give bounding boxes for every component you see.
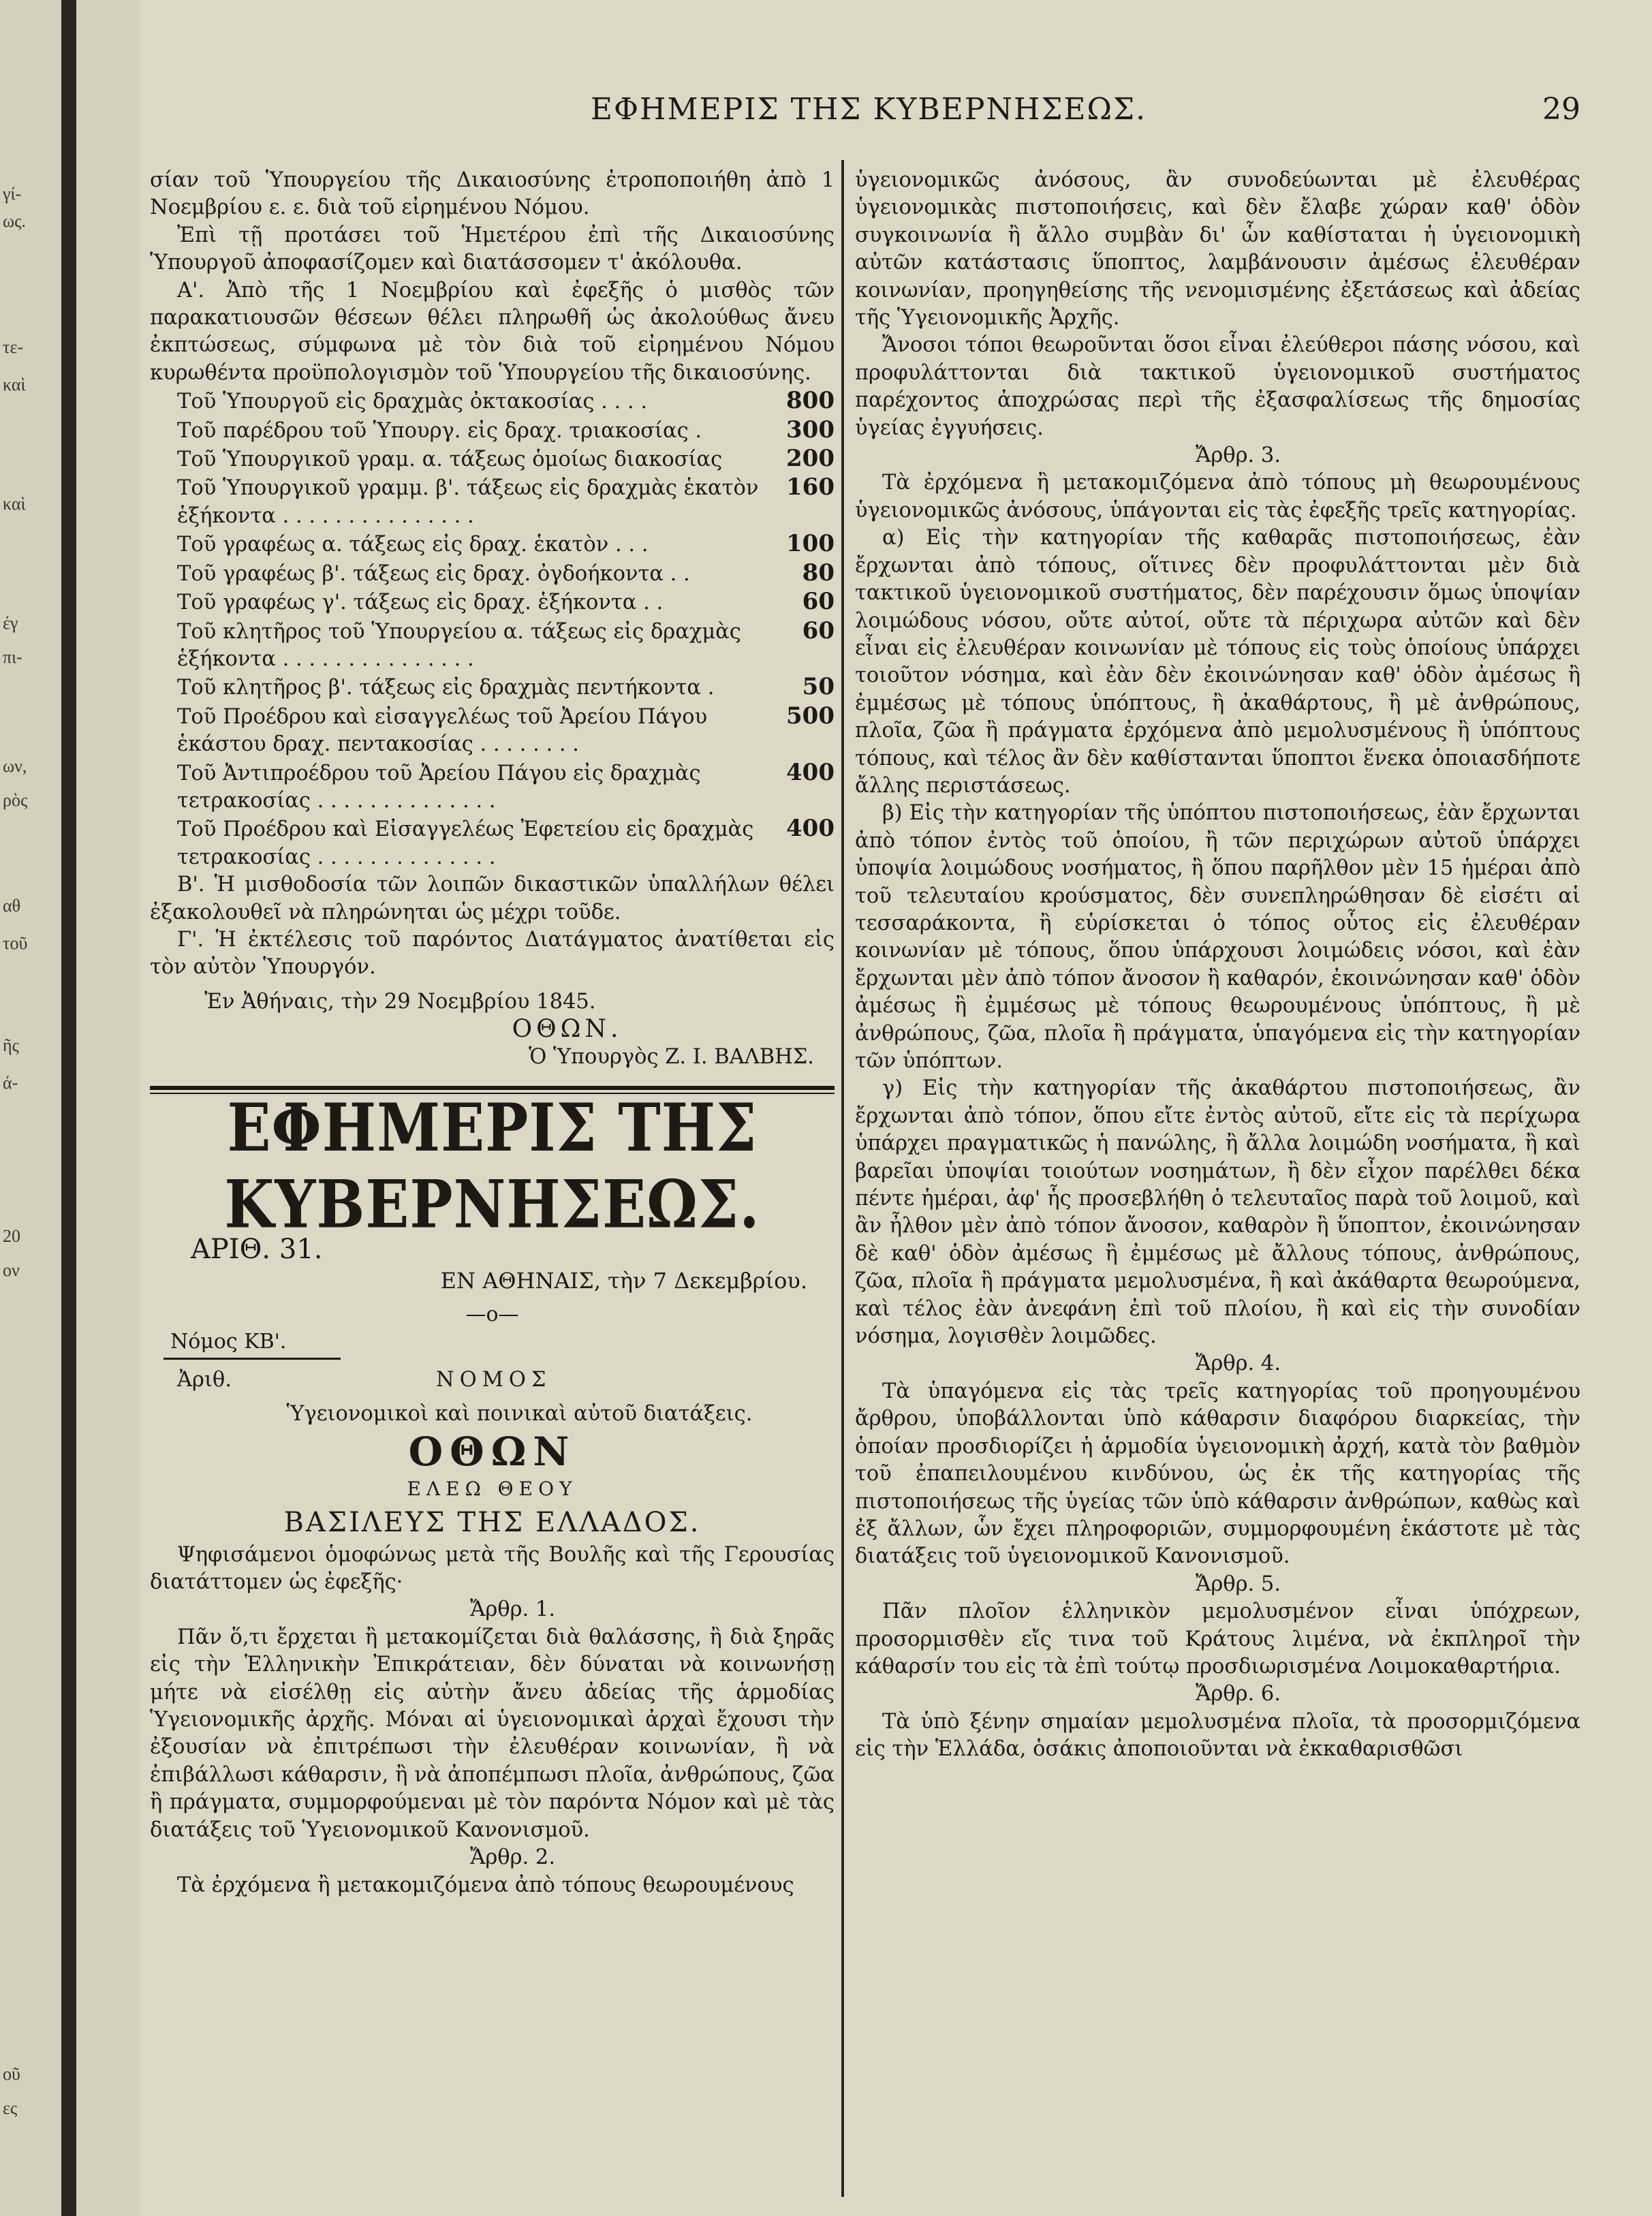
article-4-text: Τὰ ὑπαγόμενα εἰς τὰς τρεῖς κατηγορίας τοῦ προηγουμένου ἄρθρου, ὑποβάλλονται ὑπὸ κάθαρσιν διαφόρου διαρκείας, τὴν ὁποίαν προσδιορίζει ἡ ἁρμοδία ὑγειονομικὴ ἀρχή, κατὰ τὸν βαθμὸν τοῦ ἐπαπειλουμένου κινδύνου, ὡς ἐκ τῆς κατηγορίας τῆς πιστοποιήσεως τῆς ὑγείας τῶν ὑπὸ κάθαρσιν ἀνθρώπων, καθὼς καὶ ἐξ ἄλλων, ὧν ἔχει πληροφοριῶν, συμμορφουμένη ἑκάστοτε μὲ τὰς διατάξεις τοῦ ὑγειονομικοῦ Κανονισμοῦ.	[855, 1379, 1580, 1569]
salary-amount: 80	[802, 559, 835, 587]
article-5-text: Πᾶν πλοῖον ἑλληνικὸν μεμολυσμένον εἶναι ὑπόχρεων, προσορμισθὲν εἴς τινα τοῦ Κράτους λιμένα, νὰ ἐκπληροῖ τὴν κάθαρσίν του εἰς τὰ ἐπὶ τούτῳ προσδιωρισμένα Λοιμοκαθαρτήρια.	[855, 1599, 1580, 1679]
salary-label: Τοῦ γραφέως β'. τάξεως εἰς δραχ. ὀγδοήκοντα . .	[177, 561, 690, 586]
masthead: ΕΦΗΜΕΡΙΣ ΤΗΣ ΚΥΒΕΡΝΗΣΕΩΣ.	[224, 1089, 760, 1243]
decree-article-a: Α'. Ἀπὸ τῆς 1 Νοεμβρίου καὶ ἐφεξῆς ὁ μισθὸς τῶν παρακατιουσῶν θέσεων θέλει πληρωθῆ ὡς ἀκολούθως ἄνευ ἐκπτώσεως, σύμφωνα μὲ τὸν διὰ τοῦ εἰρημένου Νόμου κυρωθέντα προϋπολογισμὸν τοῦ Ὑπουργείου τῆς δικαιοσύνης.	[150, 278, 835, 385]
salary-row	[150, 588, 835, 617]
salary-amount: 60	[802, 617, 835, 644]
salary-label: Τοῦ γραφέως γ'. τάξεως εἰς δραχ. ἑξήκοντα . .	[177, 591, 664, 615]
gutter-fragment: ον	[3, 1260, 20, 1280]
column-divider	[841, 160, 844, 2197]
gutter-fragment: ρὸς	[3, 790, 28, 810]
minister-signature: Ὁ Ὑπουργὸς Ζ. Ι. ΒΑΛΒΗΣ.	[529, 1044, 814, 1069]
salary-label: Τοῦ Προέδρου καὶ εἰσαγγελέως τοῦ Ἀρείου Πάγου ἑκάστου δραχ. πεντακοσίας . . . . . . . .	[177, 704, 708, 757]
salary-label: Τοῦ Ὑπουργικοῦ γραμ. α. τάξεως ὁμοίως διακοσίας	[177, 448, 723, 472]
decree-date: Ἐν Ἀθήναις, τὴν 29 Νοεμβρίου 1845.	[204, 989, 596, 1014]
salary-row	[150, 759, 835, 815]
salary-amount: 800	[786, 387, 835, 415]
article-3-heading: Ἄρθρ. 3.	[1195, 443, 1281, 468]
salary-amount: 60	[802, 588, 835, 616]
gutter-fragment: ά-	[3, 1073, 18, 1093]
article-3-text: Τὰ ἐρχόμενα ἢ μετακομιζόμενα ἀπὸ τόπους μὴ θεωρουμένους ὑγειονομικῶς ἀνόσους, ὑπάγονται εἰς τὰς ἐφεξῆς τρεῖς κατηγορίας.	[855, 471, 1580, 522]
salary-label: Τοῦ Ὑπουργικοῦ γραμμ. β'. τάξεως εἰς δραχμὰς ἑκατὸν ἑξήκοντα . . . . . . . . . . . . . . .	[177, 476, 759, 528]
gutter-fragment: γί-	[3, 184, 22, 204]
arith-label: Ἀριθ.	[177, 1367, 232, 1392]
decree-intro: σίαν τοῦ Ὑπουργείου τῆς Δικαιοσύνης ἐτροποποιήθη ἀπὸ 1 Νοεμβρίου ε. ε. διὰ τοῦ εἰρημένου Νόμου.	[150, 168, 835, 220]
gutter-fragment: οῦ	[3, 2064, 20, 2084]
gutter-fragment: ως.	[3, 211, 26, 231]
article-2-text: Τὰ ἐρχόμενα ἢ μετακομιζόμενα ἀπὸ τόπους θεωρουμένους	[177, 1873, 794, 1897]
law-preamble: Ψηφισάμενοι ὁμοφώνως μετὰ τῆς Βουλῆς καὶ τῆς Γερουσίας διατάττομεν ὡς ἐφεξῆς·	[150, 1542, 835, 1595]
decree-article-c: Γ'. Ἡ ἐκτέλεσις τοῦ παρόντος Διατάγματος ἀνατίθεται εἰς τὸν αὐτὸν Ὑπουργόν.	[150, 927, 835, 980]
running-title: ΕΦΗΜΕΡΙΣ ΤΗΣ ΚΥΒΕΡΝΗΣΕΩΣ.	[590, 92, 1147, 127]
category-a-clean: α) Εἰς τὴν κατηγορίαν τῆς καθαρᾶς πιστοποιήσεως, ἐὰν ἔρχωνται ἀπὸ τόπους, οἵτινες δὲν προφυλάττονται μὲν διὰ τακτικοῦ ὑγειονομικοῦ συστήματος, δὲν παρέχουσιν ὅμως ὑποψίαν λοιμώδους νόσου, οὔτε αὐτοί, οὔτε τὰ πέριχωρα αὐτῶν καὶ δὲν εἶναι εἰς ἐλευθέραν κοινωνίαν μὲ τόπους εἰς τοὺς ὁποίους ὑπάρχει τοιοῦτον νόσημα, καὶ ἐὰν δὲν ἐκοινώνησαν καθ' ὁδὸν ἀμέσως ἢ ἐμμέσως μὲ τόπους ὑπόπτους, ἢ ἀκαθάρτους, ἢ μὲ ἀνθρώπους, πλοῖα, ζῶα ἢ πράγματα ἐρχόμενα ἀπὸ μεμολυσμένους ἢ ὑπόπτους τόπους, καὶ τέλος ἂν δὲν καθίστανται ὕποπτοι ἕνεκα ὁποιασδήποτε ἄλλης περιστάσεως.	[855, 526, 1580, 798]
salary-row	[150, 416, 835, 445]
article-5-heading: Ἄρθρ. 5.	[1195, 1572, 1281, 1596]
gutter-fragment: ῆς	[3, 1035, 19, 1055]
article-2-continued: ὑγειονομικῶς ἀνόσους, ἂν συνοδεύωνται μὲ ἐλευθέρας ὑγειονομικὰς πιστοποιήσεις, καὶ δὲν ἔλαβε χώραν καθ' ὁδὸν συγκοινωνία ἢ ἄλλο συμβὰν δι' ὧν καθίσταται ἡ ὑγειονομικὴ αὐτῶν κατάστασις ὕποπτος, λαμβάνουσιν ἀμέσως ἐλευθέραν κοινωνίαν, προηγηθείσης τῆς νενομισμένης ἐξετάσεως καὶ ἀδείας τῆς Ὑγειονομικῆς Ἀρχῆς.	[855, 168, 1580, 330]
decree-preamble: Ἐπὶ τῇ προτάσει τοῦ Ἡμετέρου ἐπὶ τῆς Δικαιοσύνης Ὑπουργοῦ ἀποφασίζομεν καὶ διατάσσομεν τ' ἀκόλουθα.	[150, 223, 835, 275]
article-2-heading: Ἄρθρ. 2.	[469, 1845, 556, 1870]
salary-amount: 400	[786, 758, 835, 786]
gutter-fragment: τε-	[3, 337, 24, 357]
binding-gutter	[0, 0, 140, 2216]
right-column	[855, 167, 1580, 1764]
gutter-fragment: ων,	[3, 756, 27, 776]
salary-label: Τοῦ Ὑπουργοῦ εἰς δραχμὰς ὀκτακοσίας . . . .	[177, 390, 648, 414]
salary-label: Τοῦ Προέδρου καὶ Εἰσαγγελέως Ἐφετείου εἰς δραχμὰς τετρακοσίας . . . . . . . . . . . . . .	[177, 817, 754, 869]
separator: —ο—	[465, 1302, 519, 1326]
salary-amount: 160	[786, 473, 835, 501]
king-signature: ΟΘΩΝ.	[512, 1015, 623, 1044]
category-b-suspect: β) Εἰς τὴν κατηγορίαν τῆς ὑπόπτου πιστοποιήσεως, ἐὰν ἔρχωνται ἀπὸ τόπον ἐντὸς τοῦ ὁποίου, ἢ τῶν περιχώρων αὐτοῦ ὑπάρχει ὑποψία λοιμώδους νοσήματος, ἢ ὅπου παρῆλθον μὲν 15 ἡμέραι ἀπὸ τοῦ τελευταίου κρούσματος, δὲν συνεπληρώθησαν δὲ εἰσέτι αἱ τεσσαράκοντα, ἢ εὑρίσκεται ὁ τόπος οὗτος εἰς ἐλευθέραν κοινωνίαν μὲ τόπους, ὅπου ὑπάρχουσι λοιμώδεις νόσοι, καὶ ἐὰν ἔρχωνται μὲν ἀπὸ τόπον ἄνοσον ἢ καθαρόν, ἐκοινώνησαν καθ' ὁδὸν ἀμέσως ἢ ἐμμέσως μὲ τόπους θεωρουμένους ὑπόπτους, ἢ μὲ ἀνθρώπους, ζῶα, πλοῖα ἢ πράγματα, ὑπαγόμενα εἰς τὴν κατηγορίαν τῶν ὑπόπτων.	[855, 801, 1580, 1073]
salary-amount: 300	[786, 416, 835, 443]
law-number-rule	[163, 1358, 341, 1360]
salary-label: Τοῦ κλητῆρος β'. τάξεως εἰς δραχμὰς πεντήκοντα .	[177, 676, 715, 700]
left-column	[150, 167, 835, 1899]
salary-label: Τοῦ παρέδρου τοῦ Ὑπουργ. εἰς δραχ. τριακοσίας .	[177, 418, 702, 443]
gutter-fragment: καὶ	[3, 494, 26, 514]
gutter-fragment: 20	[3, 1226, 20, 1246]
salary-row	[150, 559, 835, 588]
newspaper-page	[143, 65, 1594, 2190]
page-number: 29	[1542, 92, 1580, 127]
gutter-fragment: πι-	[3, 647, 22, 667]
salary-amount: 200	[786, 445, 835, 473]
salary-row	[150, 673, 835, 702]
article-1-heading: Ἄρθρ. 1.	[469, 1597, 556, 1622]
salary-row	[150, 815, 835, 871]
salary-amount: 400	[786, 815, 835, 843]
salary-row	[150, 702, 835, 759]
gutter-fragment: τοῦ	[3, 933, 28, 953]
law-heading-row	[150, 1367, 835, 1396]
nomos-heading: ΝΟΜΟΣ	[436, 1367, 552, 1392]
salary-amount: 50	[802, 673, 835, 701]
salary-row	[150, 445, 835, 473]
salary-row	[150, 530, 835, 559]
article-6-heading: Ἄρθρ. 6.	[1195, 1682, 1281, 1706]
gutter-fragment: αθ	[3, 896, 21, 916]
binding-edge	[61, 0, 76, 2216]
salary-label: Τοῦ Ἀντιπροέδρου τοῦ Ἀρείου Πάγου εἰς δραχμὰς τετρακοσίας . . . . . . . . . . . . . .	[177, 761, 701, 813]
issue-info	[150, 1236, 835, 1301]
salary-row	[150, 387, 835, 416]
salary-amount: 100	[786, 530, 835, 558]
article-6-text: Τὰ ὑπὸ ξένην σημαίαν μεμολυσμένα πλοῖα, τὰ προσορμιζόμενα εἰς τὴν Ἑλλάδα, ὁσάκις ἀποποιοῦνται νὰ ἐκκαθαρισθῶσι	[855, 1709, 1580, 1762]
salary-row	[150, 473, 835, 530]
decree-article-b: Β'. Ἡ μισθοδοσία τῶν λοιπῶν δικαστικῶν ὑπαλλήλων θέλει ἐξακολουθεῖ νὰ πληρώνηται ὡς μέχρι τοῦδε.	[150, 873, 835, 924]
by-grace-of-god: ΕΛΕΩ ΘΕΟΥ	[407, 1478, 578, 1501]
article-4-heading: Ἄρθρ. 4.	[1195, 1352, 1281, 1376]
immune-places-definition: Ἄνοσοι τόποι θεωροῦνται ὅσοι εἶναι ἐλεύθεροι πάσης νόσου, καὶ προφυλάττονται διὰ τακτικοῦ ὑγειονομικοῦ συστήματος παρέχοντος ἀποχρώσας περὶ τῆς ἐξασφαλίσεως τῆς δημοσίας ὑγείας ἐγγυήσεις.	[855, 333, 1580, 440]
issue-place-date: ΕΝ ΑΘΗΝΑΙΣ, τὴν 7 Δεκεμβρίου.	[440, 1268, 807, 1294]
salary-row	[150, 617, 835, 674]
salary-list	[150, 387, 835, 871]
running-header	[143, 92, 1594, 146]
king-title: ΒΑΣΙΛΕΥΣ ΤΗΣ ΕΛΛΑΔΟΣ.	[283, 1506, 701, 1538]
law-title: Ὑγειονομικοὶ καὶ ποινικαὶ αὐτοῦ διατάξεις.	[286, 1401, 753, 1426]
salary-label: Τοῦ γραφέως α. τάξεως εἰς δραχ. ἑκατὸν . . .	[177, 533, 649, 557]
salary-label: Τοῦ κλητῆρος τοῦ Ὑπουργείου α. τάξεως εἰς δραχμὰς ἑξήκοντα . . . . . . . . . . . . . . .	[177, 619, 741, 671]
law-number: Νόμος ΚΒ'.	[170, 1330, 287, 1354]
gutter-fragment: καὶ	[3, 375, 26, 394]
category-c-unclean: γ) Εἰς τὴν κατηγορίαν τῆς ἀκαθάρτου πιστοποιήσεως, ἂν ἔρχωνται ἀπὸ τόπον, ὅπου εἴτε ἐντὸς αὐτοῦ, εἴτε εἰς τὰ περίχωρα ὑπάρχει πραγματικῶς ἡ πανώλης, ἢ ἄλλα λοιμώδη νοσήματα, ἢ καὶ βαρεῖαι ὑποψίαι τοιούτων νοσημάτων, ἢ δὲν εἶχον παρέλθει δέκα πέντε ἡμέραι, ἀφ' ἧς προσεβλήθη ὁ τελευταῖος παρὰ τοῦ λοιμοῦ, καὶ ἂν ἦλθον μὲν ἀπὸ τόπον ἄνοσον, καθαρὸν ἢ ὕποπτον, ἐκοινώνησαν δὲ καθ' ὁδὸν ἀμέσως ἢ ἐμμέσως μὲ ἄλλους τόπους, ἀνθρώπους, ζῶα, πλοῖα ἢ πράγματα μεμολυσμένα, ἢ καὶ ἀκάθαρτα θεωρούμενα, καὶ τέλος ἐὰν ἀνεφάνη ἐπὶ τοῦ πλοίου, ἢ καὶ εἰς τὴν συνοδίαν νόσημα, λογισθὲν λοιμῶδες.	[855, 1076, 1580, 1349]
salary-amount: 500	[786, 702, 835, 730]
issue-number: ΑΡΙΘ. 31.	[191, 1234, 323, 1265]
gutter-fragment: ες	[3, 2098, 18, 2118]
gutter-fragment: έγ	[3, 613, 18, 633]
king-name: ΟΘΩΝ	[408, 1429, 576, 1476]
article-1-text: Πᾶν ὅ,τι ἔρχεται ἢ μετακομίζεται διὰ θαλάσσης, ἢ διὰ ξηρᾶς εἰς τὴν Ἑλληνικὴν Ἐπικράτειαν, δὲν δύναται νὰ κοινωνήσῃ μήτε νὰ εἰσέλθῃ εἰς αὐτὴν ἄνευ ἀδείας τῆς ἁρμοδίας Ὑγειονομικῆς ἀρχῆς. Μόναι αἱ ὑγειονομικαὶ ἀρχαὶ ἔχουσι τὴν ἐξουσίαν νὰ ἐπιτρέπωσι τὴν ἐλευθέραν κοινωνίαν, ἢ νὰ ἐπιβάλλωσι κάθαρσιν, ἢ νὰ ἀποπέμπωσι πλοῖα, ἀνθρώπους, ζῶα ἢ πράγματα, συμμορφούμεναι μὲ τὸν παρόντα Νόμον καὶ μὲ τὰς διατάξεις τοῦ Ὑγειονομικοῦ Κανονισμοῦ.	[150, 1625, 835, 1842]
